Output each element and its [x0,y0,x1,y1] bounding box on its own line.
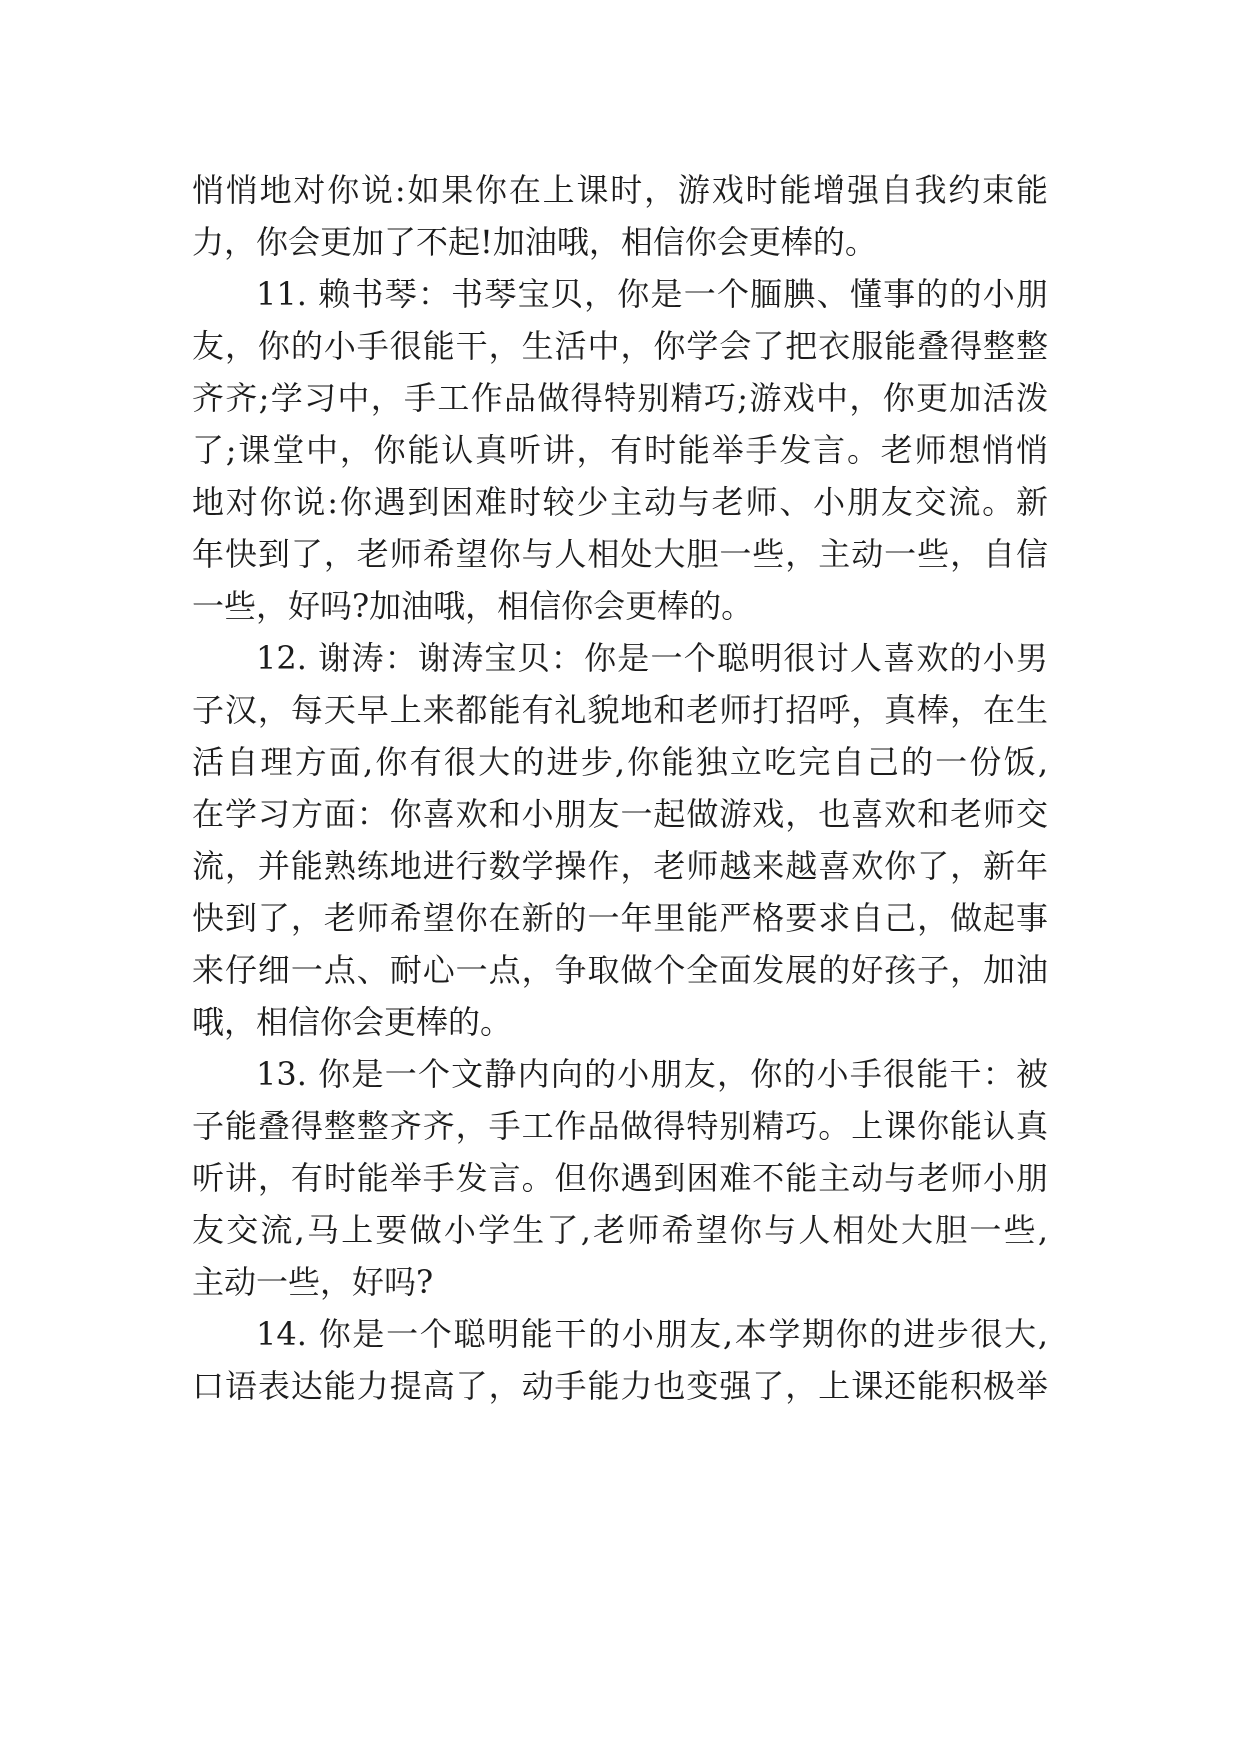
text-line: 13. 你是一个文静内向的小朋友，你的小手很能干：被 [256,1055,1048,1093]
text-line: 了;课堂中，你能认真听讲，有时能举手发言。老师想悄悄 [192,431,1048,469]
text-line: 友，你的小手很能干，生活中，你学会了把衣服能叠得整整 [192,327,1048,365]
text-line: 力，你会更加了不起!加油哦，相信你会更棒的。 [192,223,877,261]
text-line: 悄悄地对你说:如果你在上课时，游戏时能增强自我约束能 [192,171,1048,209]
text-line: 流，并能熟练地进行数学操作，老师越来越喜欢你了，新年 [192,847,1048,885]
text-line: 齐齐;学习中，手工作品做得特别精巧;游戏中，你更加活泼 [192,379,1048,417]
text-line: 14. 你是一个聪明能干的小朋友,本学期你的进步很大, [256,1315,1048,1353]
text-line: 11. 赖书琴：书琴宝贝，你是一个腼腆、懂事的的小朋 [256,275,1048,313]
text-line: 地对你说:你遇到困难时较少主动与老师、小朋友交流。新 [192,483,1048,521]
text-line: 来仔细一点、耐心一点，争取做个全面发展的好孩子，加油 [192,951,1048,989]
text-line: 子能叠得整整齐齐，手工作品做得特别精巧。上课你能认真 [192,1107,1048,1145]
text-line: 12. 谢涛：谢涛宝贝：你是一个聪明很讨人喜欢的小男 [256,639,1048,677]
text-line: 口语表达能力提高了，动手能力也变强了，上课还能积极举 [192,1367,1048,1405]
text-line: 子汉，每天早上来都能有礼貌地和老师打招呼，真棒，在生 [192,691,1048,729]
text-line: 哦，相信你会更棒的。 [192,1003,513,1041]
text-line: 一些，好吗?加油哦，相信你会更棒的。 [192,587,754,625]
text-line: 快到了，老师希望你在新的一年里能严格要求自己，做起事 [192,899,1048,937]
text-line: 活自理方面,你有很大的进步,你能独立吃完自己的一份饭, [192,743,1048,781]
text-line: 友交流,马上要做小学生了,老师希望你与人相处大胆一些, [192,1211,1048,1249]
text-line: 年快到了，老师希望你与人相处大胆一些，主动一些，自信 [192,535,1048,573]
text-line: 主动一些，好吗? [192,1263,434,1301]
text-line: 在学习方面：你喜欢和小朋友一起做游戏，也喜欢和老师交 [192,795,1048,833]
text-line: 听讲，有时能举手发言。但你遇到困难不能主动与老师小朋 [192,1159,1048,1197]
